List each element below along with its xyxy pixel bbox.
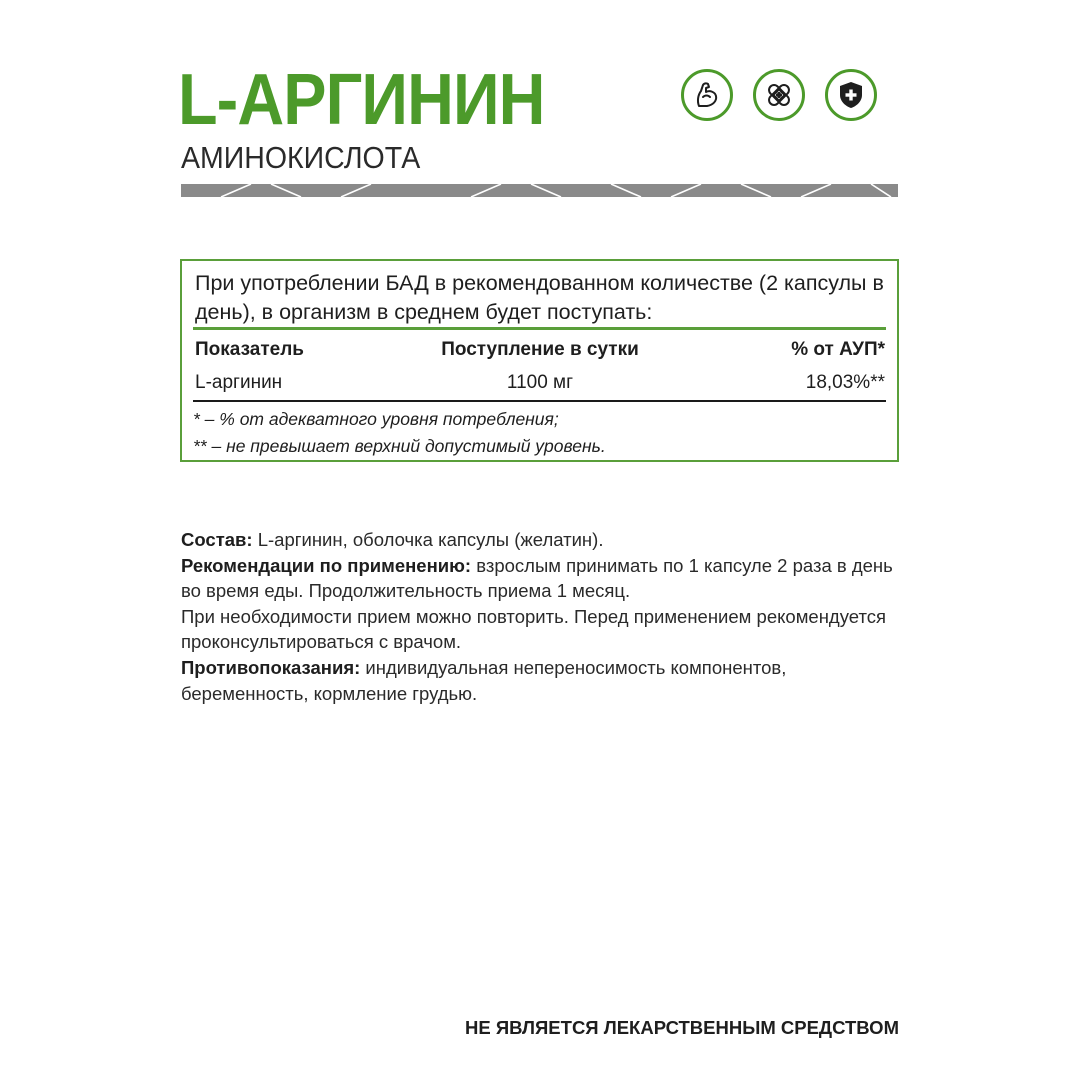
nutrient-name: L-аргинин — [195, 372, 283, 393]
not-a-medicine-disclaimer: НЕ ЯВЛЯЕТСЯ ЛЕКАРСТВЕННЫМ СРЕДСТВОМ — [464, 1017, 899, 1038]
patch-bandage-icon — [753, 69, 805, 121]
usage-paragraph — [181, 553, 901, 604]
footnote: * – % от адекватного уровня потребления; — [193, 409, 559, 429]
footnote: ** – не превышает верхний допустимый уровень. — [193, 436, 606, 456]
contraindications-label: Противопоказания: — [181, 656, 361, 678]
column-header: Показатель — [195, 339, 304, 360]
usage-note: При необходимости прием можно повторить. Перед применением рекомендуется проконсультироваться с врачом. — [181, 605, 886, 653]
product-title: L-АРГИНИН — [178, 60, 545, 140]
column-header: % от АУП* — [791, 339, 885, 360]
benefit-icons — [681, 69, 877, 121]
column-header: Поступление в сутки — [441, 339, 639, 360]
composition-text: L-аргинин, оболочка капсулы (желатин). — [252, 529, 604, 550]
percent-of-adequate-level: 18,03%** — [805, 372, 885, 393]
intake-intro: При употреблении БАД в рекомендованном количестве (2 капсулы в день), в организм в среднем будет поступать: — [195, 271, 884, 324]
contraindications-text: индивидуальная непереносимость компонентов, беременность, кормление грудью. — [181, 656, 787, 704]
shield-cross-icon — [825, 69, 877, 121]
usage-label: Рекомендации по применению: — [181, 554, 472, 576]
composition-label: Состав: — [181, 529, 253, 550]
composition-paragraph — [181, 527, 901, 553]
muscle-arm-icon — [681, 69, 733, 121]
contraindications-paragraph — [181, 655, 901, 706]
green-divider — [193, 327, 886, 330]
product-subtitle: АМИНОКИСЛОТА — [181, 140, 421, 175]
daily-amount: 1100 мг — [506, 372, 574, 393]
table-bottom-divider — [193, 400, 886, 402]
usage-text: взрослым принимать по 1 капсуле 2 раза в день во время еды. Продолжительность приема 1 месяц. — [181, 554, 893, 602]
product-description — [181, 527, 901, 706]
nutrition-info-box — [180, 259, 899, 462]
decorative-stripe — [181, 184, 898, 197]
